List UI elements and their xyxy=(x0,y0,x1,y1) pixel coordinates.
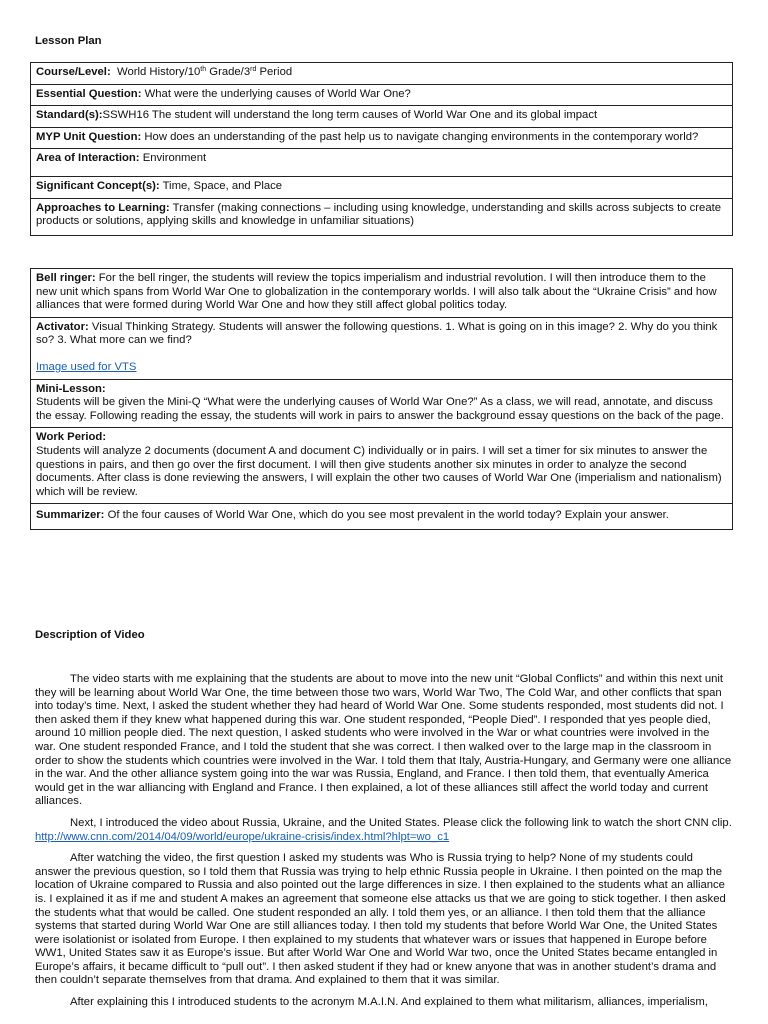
myp-value: How does an understanding of the past help us to navigate changing environments in the contemporary world? xyxy=(144,130,699,143)
bell-ringer-row xyxy=(31,269,733,318)
approaches-row xyxy=(31,198,733,235)
standards-value: SSWH16 The student will understand the long term causes of World War One and its global impact xyxy=(102,109,598,122)
mini-lesson-label: Mini-Lesson: xyxy=(36,382,106,395)
lesson-overview-table xyxy=(30,62,733,236)
course-label: Course/Level: xyxy=(36,66,111,78)
work-period-row xyxy=(31,428,733,504)
bell-ringer-value: For the bell ringer, the students will review the topics imperialism and industrial revolution. I will then introduce them to the new unit which spans from World War One to globalization in the contemporary worlds. I will also talk about the “Ukraine Crisis” and how alliances that were formed during World War One and how they still affect global politics today. xyxy=(36,272,717,312)
course-period: Period xyxy=(256,66,293,78)
video-paragraph-4: After explaining this I introduced students to the acronym M.A.I.N. And explained to them what militarism, alliances, imperialism, xyxy=(70,996,708,1009)
standards-row xyxy=(31,106,733,128)
video-paragraph-2 xyxy=(35,817,732,844)
course-subject: World History/10 xyxy=(117,66,201,78)
video-description-body xyxy=(35,673,732,1018)
video-paragraph-1: The video starts with me explaining that the students are about to move into the new unit “Global Conflicts” and within this next unit they will be learning about World War One, the time between those two wars, World War Two, The Cold War, and other conflicts that span into today’s time. Next, I asked the student whether they had heard of World War One. Some students responded, most students did not. I then asked them if they knew what happened during this war. One student responded, “People Died”. I responded that yes people died, around 10 million people died. The next question, I asked students who were involved in the War or what countries were involved in the war. One student responded France, and I told the student that she was correct. I then walked over to the large map in the classroom in order to show the students which countries were involved in the War. I told them that Italy, Austria-Hungary, and Germany were one alliance in the war. And the other alliance system going into the war was Russia, England, and France. I then told them, that eventually America would get in the war alliancing with England and France. I then explained, a lot of these alliances still affect the world today and current alliances. xyxy=(35,673,732,808)
summarizer-label: Summarizer: xyxy=(36,509,105,522)
essential-question-value: What were the underlying causes of World War One? xyxy=(144,87,411,100)
work-period-value: Students will analyze 2 documents (document A and document C) individually or in pairs. I will set a timer for six minutes to answer the questions in pairs, and then go over the first document. I will then give students another six minutes in order to analyze the second documents. After class is done reviewing the answers, I will explain the other two causes of World War One (imperialism and nationalism) which will be review. xyxy=(36,444,722,498)
standards-label: Standard(s): xyxy=(36,109,103,122)
concepts-value: Time, Space, and Place xyxy=(162,179,283,192)
period-superscript: rd xyxy=(250,66,257,73)
course-grade: Grade/3 xyxy=(206,66,251,78)
area-label: Area of Interaction: xyxy=(36,152,140,165)
work-period-label: Work Period: xyxy=(36,431,107,444)
approaches-label: Approaches to Learning: xyxy=(36,201,170,214)
mini-lesson-row xyxy=(31,379,733,428)
page-title: Lesson Plan xyxy=(35,35,102,47)
cnn-video-link[interactable]: http://www.cnn.com/2014/04/09/world/europe/ukraine-crisis/index.html?hlpt=wo_c1 xyxy=(35,830,450,843)
myp-row xyxy=(31,127,733,149)
essential-question-row xyxy=(31,84,733,106)
concepts-label: Significant Concept(s): xyxy=(36,179,160,192)
activator-value: Visual Thinking Strategy. Students will answer the following questions. 1. What is going on in this image? 2. Why do you think so? 3. What more can we find? xyxy=(36,320,718,347)
summarizer-value: Of the four causes of World War One, which do you see most prevalent in the world today? Explain your answer. xyxy=(107,509,669,522)
video-description-heading: Description of Video xyxy=(35,629,145,641)
essential-question-label: Essential Question: xyxy=(36,87,142,100)
area-row xyxy=(31,149,733,177)
approaches-value: Transfer (making connections – including using knowledge, understanding and skills across subjects to create products or solutions, applying skills and knowledge in unfamiliar situations) xyxy=(36,201,722,228)
course-row xyxy=(31,63,733,85)
activator-label: Activator: xyxy=(36,320,89,333)
lesson-activities-table xyxy=(30,268,733,530)
video-paragraph-2-text: Next, I introduced the video about Russia, Ukraine, and the United States. Please click the following link to watch the short CNN clip. xyxy=(70,816,732,829)
summarizer-row xyxy=(31,504,733,530)
bell-ringer-label: Bell ringer: xyxy=(36,272,96,284)
concepts-row xyxy=(31,176,733,198)
myp-label: MYP Unit Question: xyxy=(36,130,142,143)
vts-image-link[interactable]: Image used for VTS xyxy=(36,360,137,373)
mini-lesson-value: Students will be given the Mini-Q “What were the underlying causes of World War One?” As a class, we will read, annotate, and discuss the essay. Following reading the essay, the students will work in pairs to answer the background essay questions on the back of the page. xyxy=(36,396,724,422)
grade-superscript: th xyxy=(200,66,207,73)
video-paragraph-3: After watching the video, the first question I asked my students was Who is Russia trying to help? None of my students could answer the previous question, so I told them that Russia was trying to help ethnic Russia people in Ukraine. I then pointed on the map the location of Ukraine compared to Russia and also pointed out the large differences in size. I then explained to the students what an alliance is. I explained it as if me and student A makes an agreement that someone else attacks us that we are going to stick together. I then asked the students what that would be called. One student responded an ally. I told them yes, or an alliance. I then told them that the alliance systems that started during World War One are still alliances today. I then told my students that before World War One, the United States were isolationist or isolated from Europe. I then explained to my students that whatever wars or issues that happened in Europe before WW1, United States saw it as Europe’s issue. But after World War One and World War two, once the United States became entangled in Europe’s affairs, it became difficult to “pull out”. I then asked student if they had or knew anyone that was in another student’s drama and then couldn’t separate themselves from that drama. And explained to them that it was similar. xyxy=(35,852,726,987)
activator-row xyxy=(31,317,733,379)
area-value: Environment xyxy=(142,152,207,165)
